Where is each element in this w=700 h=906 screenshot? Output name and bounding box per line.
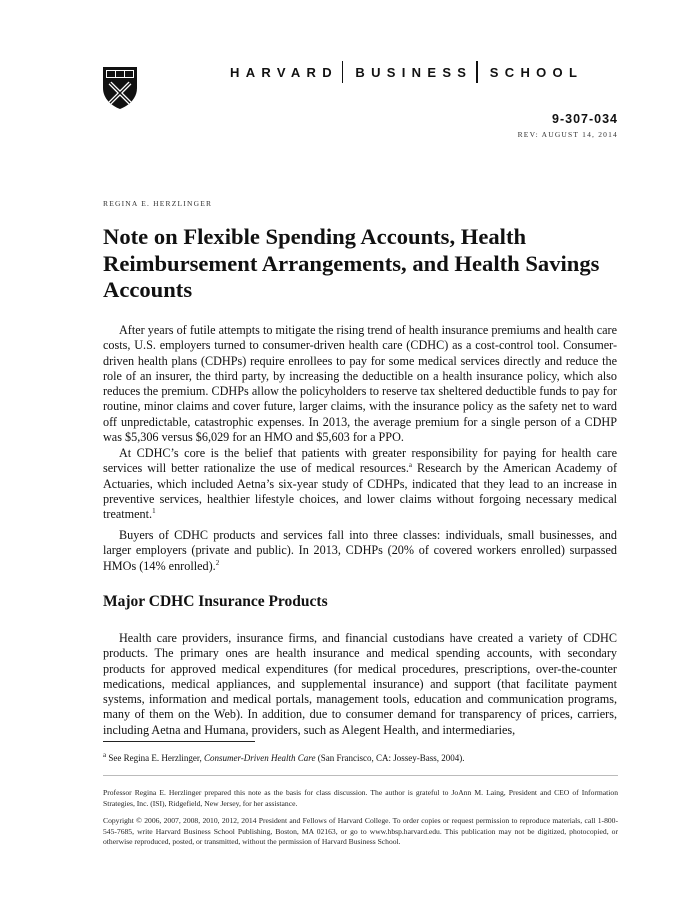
wordmark-harvard: HARVARD [230,64,338,80]
footnote-marker: a [103,751,107,759]
document-number: 9-307-034 [552,112,618,126]
endnote-ref-2: 2 [215,558,220,567]
footnote-divider [103,741,255,742]
wordmark-divider [476,61,478,83]
footnote-suffix: (San Francisco, CA: Jossey-Bass, 2004). [315,753,465,763]
footnote-book-title: Consumer-Driven Health Care [203,753,316,763]
author-name: REGINA E. HERZLINGER [103,199,213,208]
footnote-prefix: See Regina E. Herzlinger, [106,753,204,763]
footnote-a [103,753,464,763]
endnote-ref-1: 1 [152,507,156,516]
footer-divider [103,775,618,776]
p2-text-b: Research by the American Academy of Actuaries, which included Aetna’s six-year study of CDHPs, indicated that they lead to an increase in preventive services, healthier lifestyle choices, and lower claims without forgoing necessary medical treatment. [103,461,617,522]
hbs-shield-logo [102,66,138,110]
p3-text: Buyers of CDHC products and services fall into three classes: individuals, small businesses, and larger employers (private and public). In 2013, CDHPs (20% of covered workers enrolled) surpassed HMOs (14% enrolled). [103,528,617,573]
section-heading: Major CDHC Insurance Products [103,593,328,610]
body-paragraph-2 [103,446,617,522]
body-paragraph-3 [103,528,617,574]
revision-date: REV: AUGUST 14, 2014 [517,130,618,139]
wordmark-school: SCHOOL [489,64,584,80]
hbs-wordmark [230,62,620,82]
p2-text-a: At CDHC’s core is the belief that patients with greater responsibility for paying for health care services will better rationalize the use of medical resources. [103,446,617,476]
wordmark-divider [342,61,344,83]
copyright-notice: Copyright © 2006, 2007, 2008, 2010, 2012, 2014 President and Fellows of Harvard College. To order copies or request permission to reproduce materials, call 1-800-545-7685, write Harvard Business School Publishing, Boston, MA 02163, or go to www.hbsp.harvard.edu. This publication may not be digitized, photocopied, or otherwise reproduced, posted, or transmitted, without the permission of Harvard Business School. [103,816,618,846]
preparation-note: Professor Regina E. Herzlinger prepared this note as the basis for class discussion. The author is grateful to JoAnn M. Laing, President and CEO of Information Strategies, Inc. (ISI), Ridgefield, New Jersey, for her assistance. [103,788,618,808]
body-paragraph-1: After years of futile attempts to mitigate the rising trend of health insurance premiums and health care costs, U.S. employers turned to consumer-driven health care (CDHC) as a cost-control tool. Consumer-driven health plans (CDHPs) require enrollees to pay for some medical services directly and reduce the role of an insurer, the third party, by increasing the deductible on a health insurance policy, which also reduces the premium. CDHPs allow the policyholders to reserve tax sheltered deductible funds to pay for routine, minor claims and cover future, larger claims, with the insurance policy as the safety net to ward off unpredictable, catastrophic expenses. In 2013, the average premium for a single person of a CDHP was $5,306 versus $6,029 for an HMO and $5,603 for a PPO. [103,323,617,445]
footnote-ref-a: a [408,461,413,470]
body-paragraph-4: Health care providers, insurance firms, and financial custodians have created a variety of CDHC products. The primary ones are health insurance and medical spending accounts, with secondary products for approved medical expenditures (for medical procedures, prescriptions, over-the-counter medications, medical appliances, and supplemental insurance) and support (that facilitate payment systems, information and medical portals, management tools, education and communication programs, many of them on the Web). In addition, due to consumer demand for transparency of prices, carriers, including Aetna and Humana, providers, such as Alegent Health, and intermediaries, [103,631,617,737]
wordmark-business: BUSINESS [355,64,473,80]
document-title: Note on Flexible Spending Accounts, Health Reimbursement Arrangements, and Health Savings Accounts [103,224,600,302]
